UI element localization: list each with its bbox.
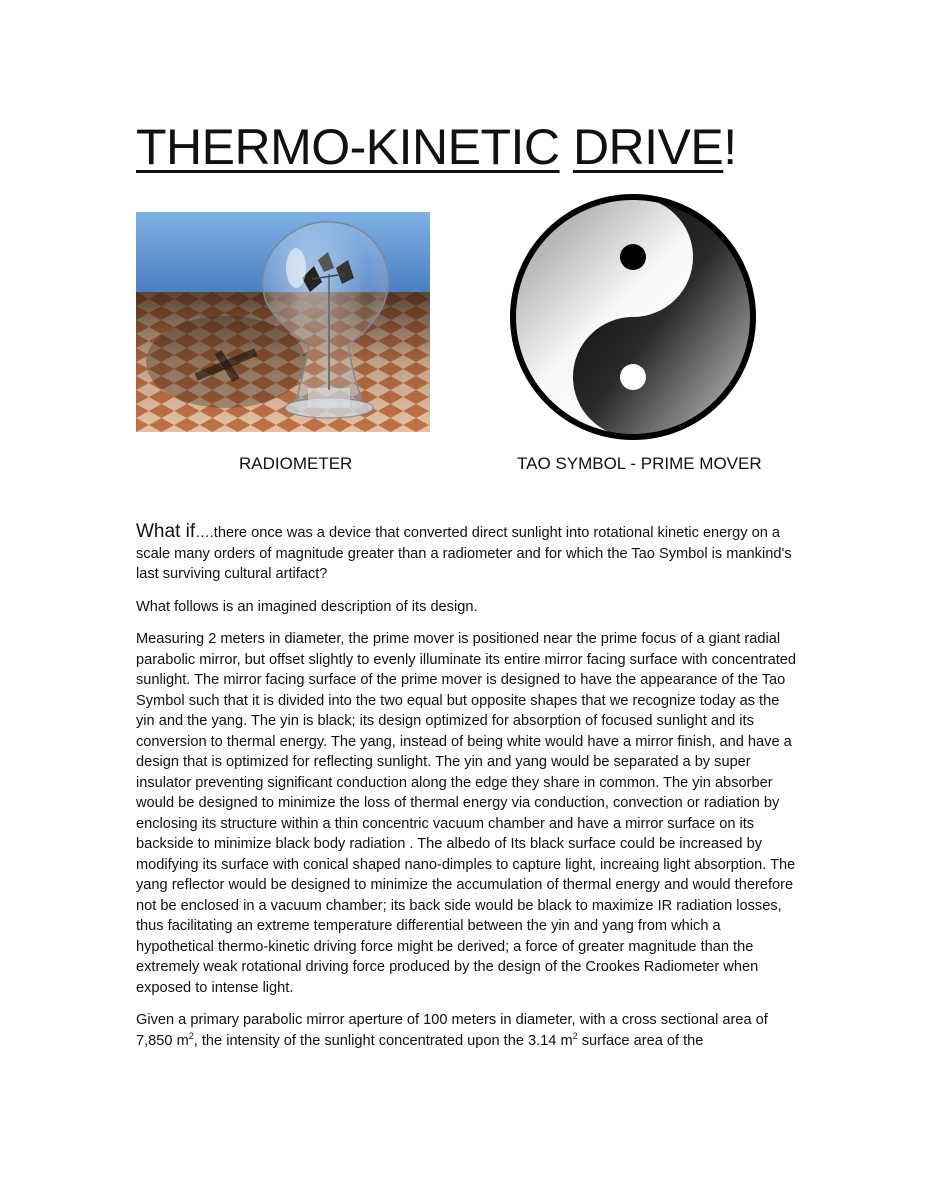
paragraph-mirror-text-b: , the intensity of the sunlight concentrated upon the 3.14 m: [193, 1032, 573, 1049]
paragraph-intro: [136, 522, 800, 585]
superscript-2a: 2: [188, 1030, 194, 1041]
article-body: [136, 522, 800, 1063]
paragraph-followup: What follows is an imagined description of its design.: [136, 598, 478, 615]
superscript-2b: 2: [572, 1030, 578, 1041]
paragraph-intro-lead: What if: [136, 521, 196, 542]
radiometer-image: [136, 212, 430, 432]
page-title: [136, 112, 737, 182]
paragraph-intro-text: ….there once was a device that converted direct sunlight into rotational kinetic energy on a scale many orders of magnitude greater than a radiometer and for which the Tao Symbol is mankind's last surviving cultural artifact?: [136, 525, 792, 582]
title-exclamation: !: [723, 119, 737, 175]
radiometer-caption: RADIOMETER: [239, 454, 353, 473]
title-thermo-kinetic: THERMO-KINETIC: [136, 119, 560, 175]
paragraph-mirror-text-a: Given a primary parabolic mirror aperture of 100 meters in diameter, with a cross sectional area of 7,850 m: [136, 1012, 768, 1049]
title-space: [560, 119, 573, 175]
tao-caption: TAO SYMBOL - PRIME MOVER: [517, 454, 762, 473]
paragraph-mirror-text-c: surface area of the: [577, 1032, 704, 1049]
paragraph-design: Measuring 2 meters in diameter, the prime mover is positioned near the prime focus of a giant radial parabolic mirror, but offset slightly to evenly illuminate its entire mirror facing surface with concentrated sunlight. The mirror facing surface of the prime mover is designed to have the appearance of the Tao Symbol such that it is divided into the two equal but opposite shapes that we recognize today as the yin and the yang. The yin is black; its design optimized for absorption of focused sunlight and its conversion to thermal energy. The yang, instead of being white would have a mirror finish, and have a design that is optimized for reflecting sunlight. The yin and yang would be separated a by super insulator preventing significant conduction along the edge they share in common. The yin absorber would be designed to minimize the loss of thermal energy via conduction, convection or radiation by enclosing its structure within a thin concentric vacuum chamber and have a mirror surface on its backside to minimize black body radiation . The albedo of Its black surface could be increased by modifying its surface with conical shaped nano-dimples to capture light, increaing light absorption. The yang reflector would be designed to minimize the accumulation of thermal energy and would therefore not be enclosed in a vacuum chamber; its back side would be black to maximize IR radiation losses, thus facilitating an extreme temperature differential between the yin and yang from which a hypothetical thermo-kinetic driving force might be derived; a force of greater magnitude than the extremely weak rotational driving force produced by the design of the Crookes Radiometer when exposed to intense light.: [136, 631, 796, 996]
paragraph-mirror: [136, 1010, 800, 1051]
title-drive: DRIVE: [572, 119, 724, 175]
tao-symbol: [506, 190, 760, 444]
